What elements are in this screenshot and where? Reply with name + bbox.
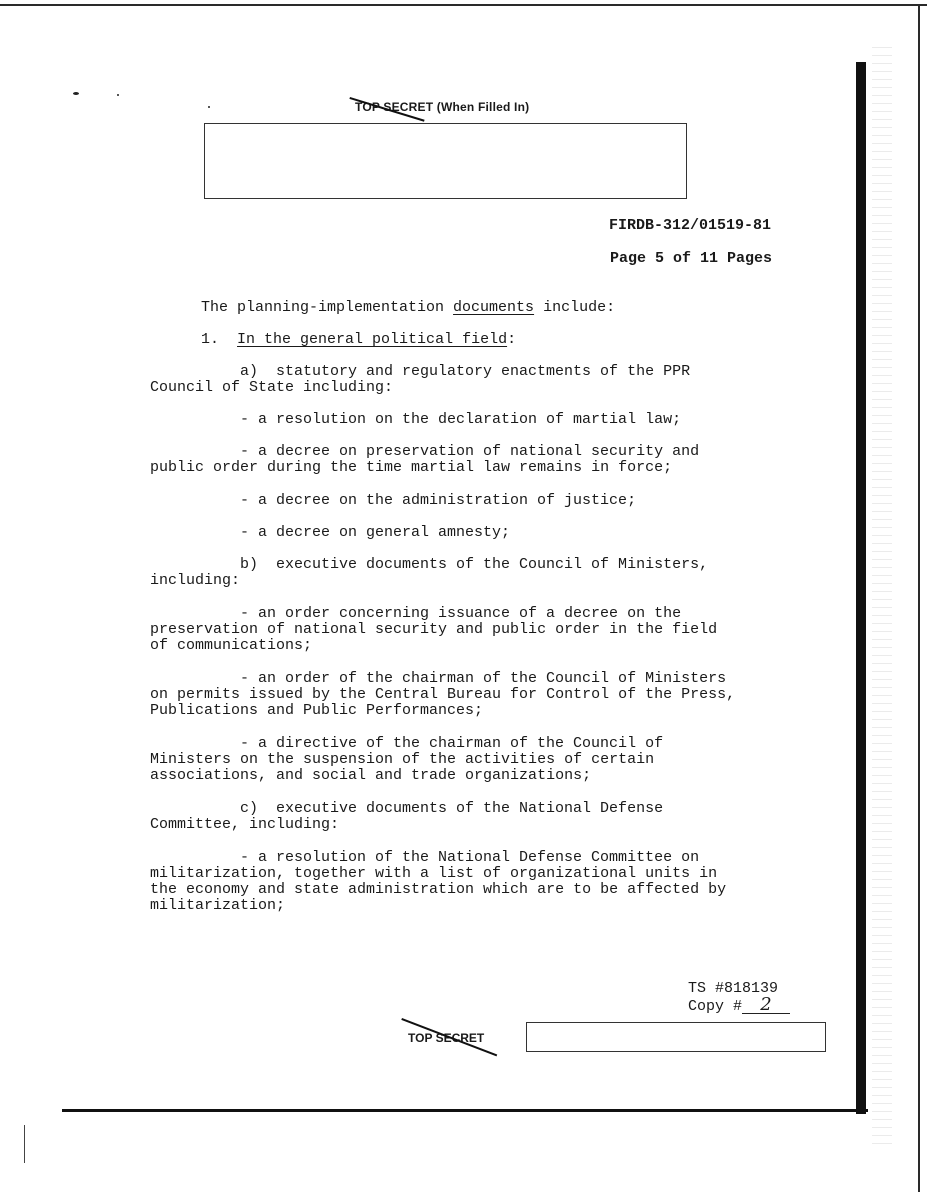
list-item: Publications and Public Performances; [150,702,484,719]
page-number: Page 5 of 11 Pages [610,250,773,267]
paragraph-a: a) statutory and regulatory enactments of the PPR [240,363,691,380]
list-item: - an order concerning issuance of a decree on the [240,605,682,622]
list-item: - a decree on preservation of national security and [240,443,700,460]
paragraph-c: Committee, including: [150,816,340,833]
copy-number-handwritten: 2 [742,997,790,1014]
list-item: associations, and social and trade organizations; [150,767,592,784]
list-item: the economy and state administration which are to be affected by [150,881,727,898]
speck [117,94,119,96]
scan-edge-noise [872,40,892,1150]
list-item: - a directive of the chairman of the Council of [240,735,664,752]
left-margin-mark [24,1125,25,1163]
list-item: Ministers on the suspension of the activities of certain [150,751,655,768]
list-item: on permits issued by the Central Bureau for Control of the Press, [150,686,736,703]
list-item: preservation of national security and public order in the field [150,621,718,638]
list-item: militarization; [150,897,286,914]
intro-line: The planning-implementation documents include: [201,299,616,316]
paragraph-b: including: [150,572,241,589]
redaction-box-bottom [526,1022,826,1052]
scan-edge-bar [856,62,866,1114]
list-item: of communications; [150,637,313,654]
list-item: - a resolution on the declaration of martial law; [240,411,682,428]
paragraph-a: Council of State including: [150,379,394,396]
document-number: FIRDB-312/01519-81 [609,217,772,234]
section-heading: 1. In the general political field: [201,331,517,348]
speck [208,106,210,108]
redaction-box-top [204,123,687,199]
copy-number-label: Copy # 2 [688,997,790,1015]
list-item: - an order of the chairman of the Council of Ministers [240,670,727,687]
list-item: - a decree on the administration of justice; [240,492,637,509]
bottom-rule [62,1109,868,1112]
page-border-right [918,6,920,1192]
list-item: - a decree on general amnesty; [240,524,511,541]
classification-footer: TOP SECRET [408,1031,485,1045]
ts-control-number: TS #818139 [688,980,779,997]
paragraph-c: c) executive documents of the National Defense [240,800,664,817]
classification-header: TOP SECRET (When Filled In) [355,100,530,114]
list-item: - a resolution of the National Defense Committee on [240,849,700,866]
paragraph-b: b) executive documents of the Council of Ministers, [240,556,709,573]
speck [73,92,79,95]
list-item: public order during the time martial law remains in force; [150,459,673,476]
page-border-top [0,4,927,6]
list-item: militarization, together with a list of organizational units in [150,865,718,882]
